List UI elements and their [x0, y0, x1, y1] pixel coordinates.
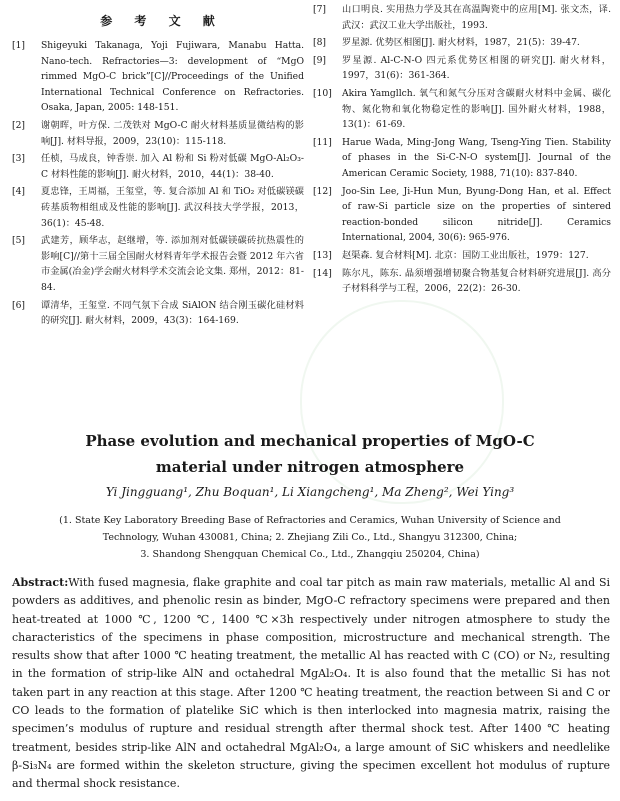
- reference-text: 山口明良. 实用热力学及其在高温陶瓷中的应用[M]. 张文杰，译. 武汉：武汉工业大学出版社，1993.: [342, 4, 611, 31]
- reference-number: [9]: [313, 54, 327, 66]
- paper-title-line-1: Phase evolution and mechanical properties of MgO-C: [85, 432, 535, 450]
- reference-item: [313, 248, 611, 264]
- reference-item: [313, 184, 611, 246]
- paper-title-line-2: material under nitrogen atmosphere: [155, 458, 465, 476]
- reference-number: [10]: [313, 87, 332, 99]
- reference-item: [313, 135, 611, 182]
- reference-text: 陈尔凡，陈东. 晶须增强增韧聚合物基复合材料研究进展[J]. 高分子材料科学与工程，2006，22(2)：26-30.: [342, 267, 611, 295]
- reference-text: 夏忠锋，王周福，王玺堂，等. 复合添加 Al 和 TiO₂ 对低碳镁碳砖基质物相组成及性能的影响[J]. 武汉科技大学学报，2013，36(1)：45-48.: [41, 186, 304, 229]
- reference-text: Shigeyuki Takanaga, Yoji Fujiwara, Manabu Hatta. Nano-tech. Refractories—3: development of “MgO rimmed MgO-C brick”[C]//Proceedings of the Unified International Technical Conference on Refractories. Osaka, Japan, 2005: 148-151.: [41, 40, 304, 114]
- reference-item: [313, 53, 611, 84]
- reference-text: 罗星源. 优势区相图[J]. 耐火材料，1987，21(5)：39-47.: [342, 37, 580, 49]
- references-heading: 参 考 文 献: [100, 14, 224, 28]
- reference-number: [12]: [313, 185, 332, 197]
- reference-item: [12, 118, 304, 149]
- reference-number: [2]: [12, 119, 26, 131]
- reference-number: [6]: [12, 299, 26, 311]
- reference-number: [13]: [313, 249, 332, 261]
- abstract-label: Abstract:: [12, 576, 69, 589]
- reference-item: [313, 266, 611, 297]
- abstract-text: With fused magnesia, flake graphite and coal tar pitch as main raw materials, metallic Al and Si powders as additives, and phenolic resin as binder, MgO-C refractory specimens were prepared and then heat-treated at 1000 ℃, 1200 ℃, 1400 ℃×3h respectively under nitrogen atmosphere to study the characteristics of the specimens in phase composition, microstructure and mechanical strength. The results show that after 1000 ℃ heating treatment, the metallic Al has reacted with C (CO) or N₂, resulting in the formation of strip-like AlN and octahedral MgAl₂O₄. It is also found that the metallic Si has not taken part in any reaction at this stage. After 1200 ℃ heating treatment, the reaction between Si and C or CO leads to the formation of platelike SiC which is then interlocked into magnesia matrix, raising the specimen’s modulus of rupture and residual strength after thermal shock test. After 1400 ℃ heating treatment, besides strip-like AlN and octahedral MgAl₂O₄, a large amount of SiC whiskers and needlelike β-Si₃N₄ are formed within the skeleton structure, giving the specimen excellent hot modulus of rupture and thermal shock resistance.: [12, 576, 610, 791]
- reference-text: Joo-Sin Lee, Ji-Hun Mun, Byung-Dong Han, et al. Effect of raw-Si particle size on the properties of sintered reaction-bonded silicon nitride[J]. Ceramics International, 2004, 30(6): 965-976.: [342, 185, 611, 244]
- reference-item: [12, 298, 304, 329]
- reference-item: [12, 38, 304, 116]
- reference-item: [313, 2, 611, 33]
- reference-item: [12, 233, 304, 295]
- references-right-column: [313, 2, 611, 299]
- reference-number: [7]: [313, 4, 327, 15]
- reference-number: [5]: [12, 235, 26, 247]
- reference-number: [11]: [313, 136, 332, 148]
- reference-text: 罗星源. Al-C-N-O 四元系优势区相图的研究[J]. 耐火材料，1997，31(6)：361-364.: [342, 54, 611, 82]
- reference-number: [3]: [12, 153, 26, 165]
- reference-text: 赵渠森. 复合材料[M]. 北京：国防工业出版社，1979：127.: [342, 249, 589, 261]
- reference-number: [4]: [12, 186, 26, 198]
- reference-text: 武建芳，顾华志，赵继增，等. 添加剂对低碳镁碳砖抗热震性的影响[C]//第十三届全国耐火材料青年学术报告会暨 2012 年六省市金属(冶金)学会耐火材料学术交流会论文集. 郑州，2012：81-84.: [41, 235, 304, 293]
- affiliation-line-3: 3. Shandong Shengquan Chemical Co., Ltd., Zhangqiu 250204, China): [140, 549, 480, 560]
- reference-text: Harue Wada, Ming-Jong Wang, Tseng-Ying Tien. Stability of phases in the Si-C-N-O system[J]. Journal of the American Ceramic Society, 1988, 71(10): 837-840.: [342, 136, 611, 179]
- authors: Yi Jingguang¹, Zhu Boquan¹, Li Xiangcheng¹, Ma Zheng², Wei Ying³: [105, 485, 515, 499]
- reference-item: [12, 151, 304, 182]
- reference-text: 任桢，马成良，钟香崇. 加入 Al 粉和 Si 粉对低碳 MgO-Al₂O₃-C 材料性能的影响[J]. 耐火材料，2010，44(1)：38-40.: [41, 153, 304, 180]
- reference-number: [1]: [12, 40, 26, 51]
- reference-number: [14]: [313, 267, 332, 279]
- reference-text: 谭清华，王玺堂. 不同气氛下合成 SiAlON 结合刚玉碳化硅材料的研究[J]. 耐火材料，2009，43(3)：164-169.: [41, 299, 304, 327]
- reference-text: 谢朝晖，叶方保. 二茂铁对 MgO-C 耐火材料基质显微结构的影响[J]. 材料导报，2009，23(10)：115-118.: [41, 119, 304, 147]
- reference-item: [313, 35, 611, 51]
- reference-item: [12, 184, 304, 231]
- reference-number: [8]: [313, 37, 327, 49]
- affiliation-line-2: Technology, Wuhan 430081, China; 2. Zhejiang Zili Co., Ltd., Shangyu 312300, China;: [102, 532, 518, 543]
- affiliation-line-1: (1. State Key Laboratory Breeding Base of Refractories and Ceramics, Wuhan University of Science and: [59, 515, 561, 526]
- reference-text: Akira Yamgllch. 氧气和氮气分压对含碳耐火材料中金属、碳化物、氮化物和氧化物稳定性的影响[J]. 国外耐火材料，1988，13(1)：61-69.: [342, 87, 611, 131]
- references-left-column: [12, 38, 304, 331]
- reference-item: [313, 86, 611, 133]
- abstract: [12, 574, 610, 794]
